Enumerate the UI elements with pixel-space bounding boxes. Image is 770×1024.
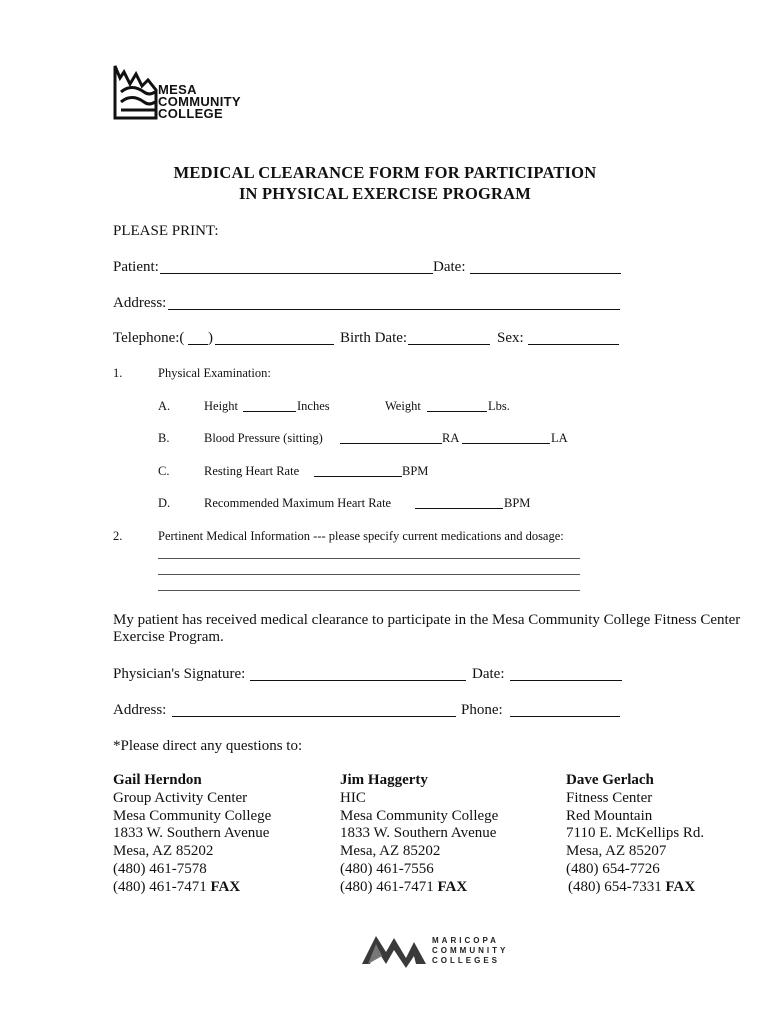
section1-number: 1. <box>113 366 123 380</box>
bp-ra-field[interactable] <box>340 443 442 444</box>
resting-heart-rate-field[interactable] <box>314 476 402 477</box>
area-code-field[interactable] <box>188 344 208 345</box>
contact-line: Group Activity Center <box>113 789 248 806</box>
contact-fax-line <box>113 879 271 897</box>
birth-date-label: Birth Date: <box>340 330 408 346</box>
contact-fax-number: (480) 654-7331 <box>568 878 662 895</box>
contact-gail-herndon <box>113 772 271 897</box>
contact-name: Gail Herndon <box>113 772 202 788</box>
contact-phone: (480) 461-7556 <box>340 860 434 877</box>
item-a-letter: A. <box>158 399 171 413</box>
contact-line: Mesa, AZ 85202 <box>113 843 214 860</box>
questions-label: *Please direct any questions to: <box>113 738 303 754</box>
fax-label: FAX <box>210 878 241 895</box>
telephone-field[interactable] <box>215 344 334 345</box>
max-heart-rate-field[interactable] <box>415 508 503 509</box>
contact-fax-number: (480) 461-7471 <box>340 878 434 895</box>
telephone-paren-close: ) <box>208 330 213 346</box>
section2-heading: Pertinent Medical Information --- please specify current medications and dosage: <box>158 529 564 543</box>
medications-line-1[interactable] <box>158 558 580 559</box>
physician-phone-field[interactable] <box>510 716 620 717</box>
logo-text-mesa: MESA <box>158 82 197 97</box>
contact-fax-number: (480) 461-7471 <box>113 878 207 895</box>
ra-label: RA <box>442 431 460 445</box>
contact-line: Mesa, AZ 85202 <box>340 843 441 860</box>
fax-label: FAX <box>437 878 468 895</box>
contact-line: Mesa Community College <box>340 807 499 824</box>
birth-date-field[interactable] <box>408 344 490 345</box>
maricopa-text-1: MARICOPA <box>432 936 499 945</box>
contact-jim-haggerty <box>340 772 498 897</box>
logo-text-community: COMMUNITY <box>158 94 241 109</box>
form-title-line2: IN PHYSICAL EXERCISE PROGRAM <box>238 184 532 203</box>
contact-line: 7110 E. McKellips Rd. <box>566 825 705 842</box>
blood-pressure-label: Blood Pressure (sitting) <box>204 431 323 445</box>
item-d-letter: D. <box>158 496 171 510</box>
bpm-label-d: BPM <box>504 496 531 510</box>
contact-fax-line <box>566 879 704 897</box>
physician-signature-label: Physician's Signature: <box>113 666 246 682</box>
resting-heart-rate-label: Resting Heart Rate <box>204 464 300 478</box>
physician-date-label: Date: <box>472 666 505 682</box>
physician-signature-field[interactable] <box>250 680 466 681</box>
mesa-cc-logo <box>112 64 262 122</box>
medications-line-2[interactable] <box>158 574 580 575</box>
date-label: Date: <box>433 259 466 275</box>
address-label: Address: <box>113 295 167 311</box>
la-label: LA <box>551 431 568 445</box>
height-label: Height <box>204 399 239 413</box>
bpm-label-c: BPM <box>402 464 429 478</box>
physician-address-label: Address: <box>113 702 167 718</box>
telephone-label: Telephone:( <box>113 330 185 346</box>
section1-heading: Physical Examination: <box>158 366 271 380</box>
max-heart-rate-label: Recommended Maximum Heart Rate <box>204 496 392 510</box>
fax-label: FAX <box>665 878 696 895</box>
weight-label: Weight <box>385 399 421 413</box>
contact-phone: (480) 461-7578 <box>113 860 207 877</box>
medications-line-3[interactable] <box>158 590 580 591</box>
contact-line: Mesa, AZ 85207 <box>566 843 667 860</box>
contact-name: Dave Gerlach <box>566 772 654 788</box>
contact-line: 1833 W. Southern Avenue <box>113 825 270 842</box>
contact-phone: (480) 654-7726 <box>566 860 660 877</box>
maricopa-text-3: COLLEGES <box>432 956 501 965</box>
contact-name: Jim Haggerty <box>340 772 428 788</box>
physician-address-field[interactable] <box>172 716 456 717</box>
logo-text-college: COLLEGE <box>158 106 223 121</box>
please-print-label: PLEASE PRINT: <box>113 223 219 239</box>
contact-line: 1833 W. Southern Avenue <box>340 825 497 842</box>
contact-dave-gerlach <box>566 772 704 897</box>
weight-field[interactable] <box>427 411 487 412</box>
clearance-statement-line2: Exercise Program. <box>113 629 224 645</box>
sex-field[interactable] <box>528 344 619 345</box>
height-field[interactable] <box>243 411 296 412</box>
address-field[interactable] <box>168 309 620 310</box>
patient-field[interactable] <box>160 273 433 274</box>
mesa-logo-mark-icon <box>112 64 158 120</box>
contact-line: Fitness Center <box>566 789 653 806</box>
clearance-statement-line1: My patient has received medical clearance to participate in the Mesa Community College Fitness Center <box>113 612 741 628</box>
contact-line: Red Mountain <box>566 807 653 824</box>
item-b-letter: B. <box>158 431 170 445</box>
physician-phone-label: Phone: <box>461 702 503 718</box>
inches-label: Inches <box>297 399 330 413</box>
bp-la-field[interactable] <box>462 443 550 444</box>
maricopa-logo <box>362 930 522 970</box>
patient-label: Patient: <box>113 259 159 275</box>
physician-date-field[interactable] <box>510 680 622 681</box>
item-c-letter: C. <box>158 464 170 478</box>
maricopa-mountain-icon <box>362 930 428 968</box>
sex-label: Sex: <box>497 330 524 346</box>
contact-line: HIC <box>340 789 366 806</box>
contact-fax-line <box>340 879 498 897</box>
form-title-line1: MEDICAL CLEARANCE FORM FOR PARTICIPATION <box>173 163 597 182</box>
lbs-label: Lbs. <box>488 399 510 413</box>
section2-number: 2. <box>113 529 123 543</box>
contact-line: Mesa Community College <box>113 807 272 824</box>
date-field[interactable] <box>470 273 621 274</box>
maricopa-text-2: COMMUNITY <box>432 946 509 955</box>
